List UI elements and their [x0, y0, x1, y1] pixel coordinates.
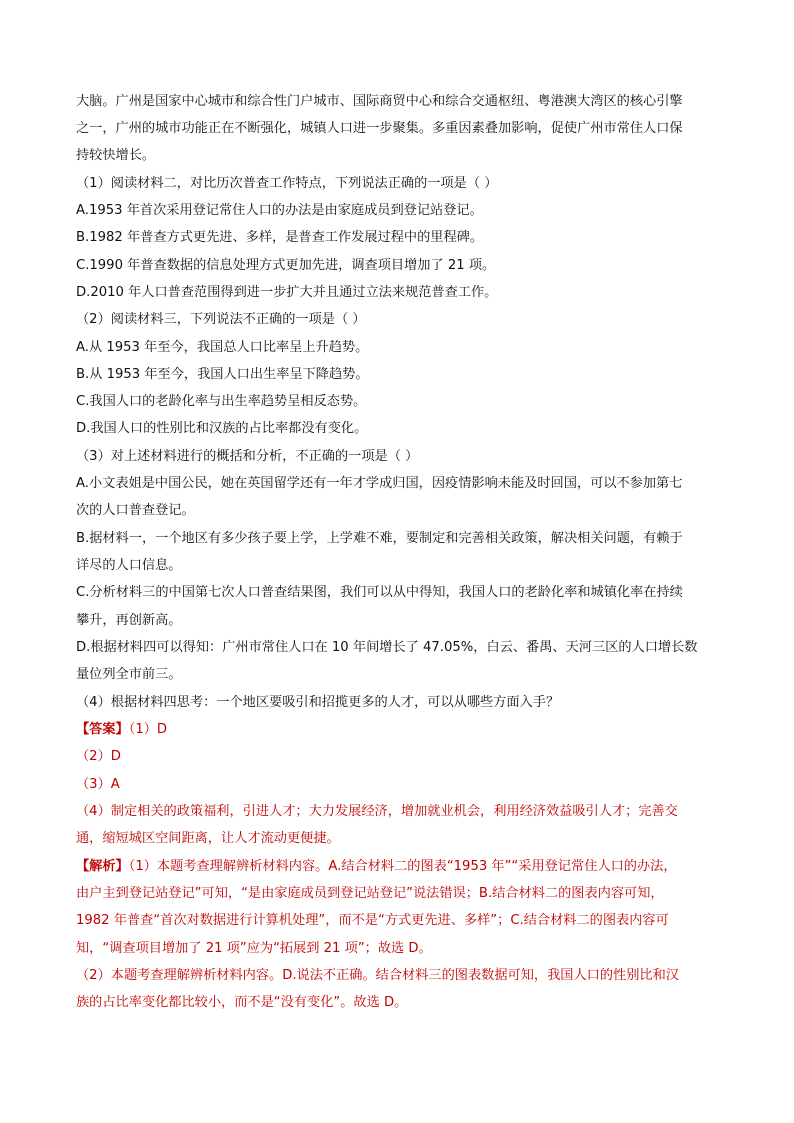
analysis-label: 【解析】 — [76, 859, 129, 874]
question-2-option-c: C.我国人口的老龄化率与出生率趋势呈相反态势。 — [76, 394, 367, 409]
analysis-1-text: （1）本题考查理解辨析材料内容。A.结合材料二的图表“1953 年”“采用登记常住人口的办法， — [128, 859, 677, 874]
answer-2: （2）D — [76, 749, 121, 764]
answer-label: 【答案】 — [76, 722, 129, 737]
question-2-option-d: D.我国人口的性别比和汉族的占比率都没有变化。 — [76, 421, 368, 436]
answer-line-1 — [76, 720, 167, 740]
question-3-option-c-cont: 攀升，再创新高。 — [76, 613, 182, 628]
intro-line: 之一，广州的城市功能正在不断强化，城镇人口进一步聚集。多重因素叠加影响，促使广州市常住人口保 — [76, 121, 683, 136]
question-3-option-d: D.根据材料四可以得知：广州市常住人口在 10 年间增长了 47.05%，白云、番禺、天河三区的人口增长数 — [76, 640, 698, 655]
question-2-option-b: B.从 1953 年至今，我国人口出生率呈下降趋势。 — [76, 367, 369, 382]
question-1-option-b: B.1982 年普查方式更先进、多样，是普查工作发展过程中的里程碑。 — [76, 230, 484, 245]
analysis-2-line-1: （2）本题考查理解辨析材料内容。D.说法不正确。结合材料三的图表数据可知，我国人口的性别比和汉 — [76, 968, 679, 983]
answer-4: （4）制定相关的政策福利，引进人才；大力发展经济，增加就业机会，利用经济效益吸引人才；完善交 — [76, 804, 678, 819]
question-1-option-c: C.1990 年普查数据的信息处理方式更加先进，调查项目增加了 21 项。 — [76, 258, 496, 273]
question-3-option-b-cont: 详尽的人口信息。 — [76, 558, 182, 573]
question-3-option-a-cont: 次的人口普查登记。 — [76, 503, 195, 518]
answer-1: （1）D — [128, 722, 168, 737]
question-1-stem: （1）阅读材料二，对比历次普查工作特点，下列说法正确的一项是（ ） — [76, 176, 498, 191]
question-3-option-b: B.据材料一，一个地区有多少孩子要上学，上学难不难，要制定和完善相关政策，解决相关问题，有赖于 — [76, 531, 683, 546]
question-3-stem: （3）对上述材料进行的概括和分析，不正确的一项是（ ） — [76, 449, 419, 464]
analysis-line-1 — [76, 857, 677, 877]
answer-3: （3）A — [76, 777, 120, 792]
intro-line: 持较快增长。 — [76, 148, 156, 163]
question-3-option-a: A.小文表姐是中国公民，她在英国留学还有一年才学成归国，因疫情影响未能及时回国，可以不参加第七 — [76, 476, 683, 491]
analysis-1-line-3: 1982 年普查“首次对数据进行计算机处理”，而不是“方式更先进、多样”；C.结合材料二的图表内容可 — [76, 913, 669, 928]
answer-4-cont: 通，缩短城区空间距离，让人才流动更便捷。 — [76, 831, 340, 846]
question-1-option-a: A.1953 年首次采用登记常住人口的办法是由家庭成员到登记站登记。 — [76, 203, 483, 218]
question-1-option-d: D.2010 年人口普查范围得到进一步扩大并且通过立法来规范普查工作。 — [76, 285, 498, 300]
question-3-option-c: C.分析材料三的中国第七次人口普查结果图，我们可以从中得知，我国人口的老龄化率和城镇化率在持续 — [76, 585, 683, 600]
question-4-stem: （4）根据材料四思考：一个地区要吸引和招揽更多的人才，可以从哪些方面入手？ — [76, 695, 560, 710]
question-2-stem: （2）阅读材料三，下列说法不正确的一项是（ ） — [76, 312, 366, 327]
analysis-1-line-4: 知，“调查项目增加了 21 项”应为“拓展到 21 项”；故选 D。 — [76, 941, 432, 956]
analysis-2-line-2: 族的占比率变化都比较小，而不是“没有变化”。故选 D。 — [76, 995, 408, 1010]
intro-line: 大脑。广州是国家中心城市和综合性门户城市、国际商贸中心和综合交通枢纽、粤港澳大湾区的核心引擎 — [76, 94, 683, 109]
analysis-1-line-2: 由户主到登记站登记”可知，“是由家庭成员到登记站登记”说法错误；B.结合材料二的图表内容可知， — [76, 886, 664, 901]
question-3-option-d-cont: 量位列全市前三。 — [76, 667, 182, 682]
question-2-option-a: A.从 1953 年至今，我国总人口比率呈上升趋势。 — [76, 340, 369, 355]
